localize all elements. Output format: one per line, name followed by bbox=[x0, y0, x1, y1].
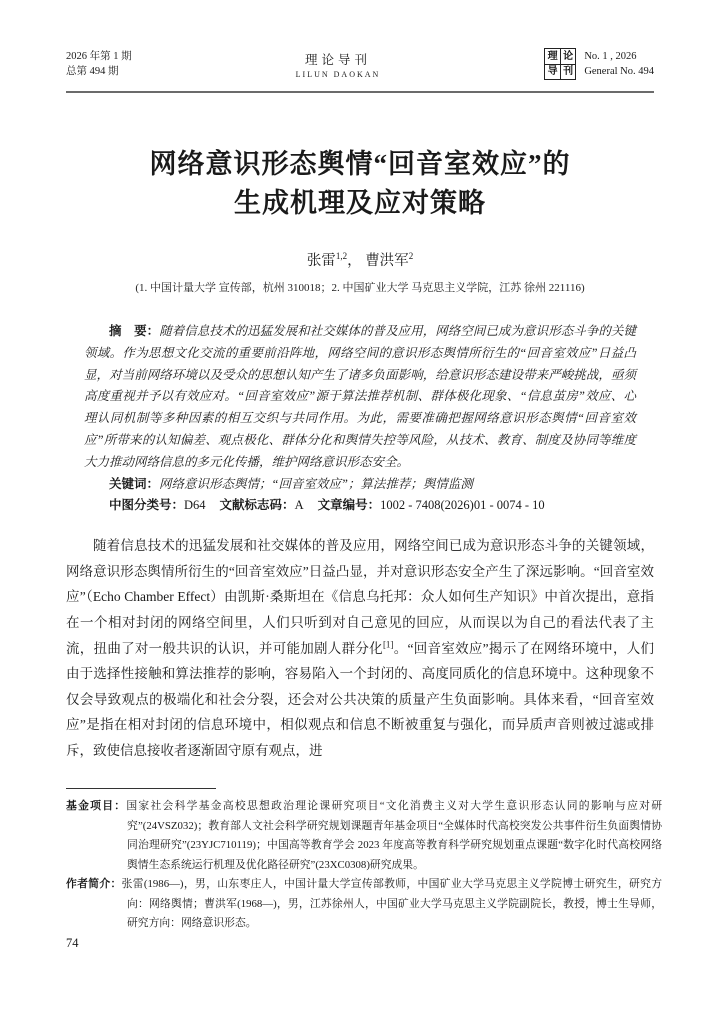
clc-label: 中图分类号： bbox=[109, 498, 185, 513]
doc-code-value: A bbox=[294, 498, 304, 513]
issue-en-line2: General No. 494 bbox=[584, 66, 654, 77]
journal-name-cn: 理论导刊 bbox=[304, 52, 371, 67]
issue-info-cn bbox=[66, 49, 132, 79]
author-2-affil-sup: 2 bbox=[408, 251, 414, 262]
author-1-name: 张雷 bbox=[306, 253, 336, 269]
article-id-label: 文章编号： bbox=[317, 498, 381, 513]
clc-value: D64 bbox=[184, 498, 206, 513]
article-id-value: 1002 - 7408(2026)01 - 0074 - 10 bbox=[380, 498, 545, 513]
abstract-block bbox=[84, 321, 636, 517]
abstract-text: 随着信息技术的迅猛发展和社交媒体的普及应用，网络空间已成为意识形态斗争的关键领域。作为思想文化交流的重要前沿阵地，网络空间的意识形态舆情所衍生的“回音室效应”日益凸显，对当前网络环境以及受众的思想认知产生了诸多负面影响，给意识形态建设带来严峻挑战，亟须高度重视并予以有效应对。“回音室效应”源于算法推荐机制、群体极化现象、“信息茧房”效应、心理认同机制等多种因素的相互交织与共同作用。为此，需要准确把握网络意识形态舆情“回音室效应”所带来的认知偏差、观点极化、群体分化和舆情失控等风险，从技术、教育、制度及协同等维度大力推动网络信息的多元化传播，维护网络意识形态安全。 bbox=[84, 324, 636, 469]
seal-char-2: 论 bbox=[561, 49, 576, 64]
issue-cn-line2: 总第 494 期 bbox=[66, 66, 119, 77]
body-paragraph-1 bbox=[66, 533, 654, 763]
author-separator: ， bbox=[347, 253, 366, 269]
author-1-affil-sup: 1,2 bbox=[335, 251, 348, 262]
journal-name bbox=[296, 50, 381, 79]
footnote-divider bbox=[66, 788, 216, 789]
fund-project-note bbox=[66, 797, 662, 875]
header-divider bbox=[66, 91, 654, 93]
article-body bbox=[66, 533, 654, 763]
journal-header bbox=[66, 0, 654, 80]
keywords-text: 网络意识形态舆情；“回音室效应”；算法推荐；舆情监测 bbox=[159, 476, 473, 491]
article-title bbox=[66, 145, 654, 223]
issue-en-line1: No. 1 , 2026 bbox=[584, 51, 637, 62]
abstract-label: 摘 要： bbox=[109, 324, 160, 338]
doc-code-label: 文献标志码： bbox=[219, 498, 295, 513]
abstract-paragraph bbox=[84, 321, 636, 474]
keywords-line bbox=[84, 474, 636, 496]
journal-seal-logo bbox=[544, 48, 576, 80]
author-bio-note bbox=[66, 875, 662, 934]
keywords-label: 关键词： bbox=[109, 476, 160, 491]
article-title-line1: 网络意识形态舆情“回音室效应”的 bbox=[149, 149, 571, 179]
body-paragraph-1-text-b: 。“回音室效应”揭示了在网络环境中，人们由于选择性接触和算法推荐的影响，容易陷入一个封闭的、高度同质化的信息环境中。这种现象不仅会导致观点的极端化和社会分裂，还会对公共决策的质量产生负面影响。具体来看，“回音室效应”是指在相对封闭的信息环境中，相似观点和信息不断被重复与强化，而异质声音则被过滤或排斥，致使信息接收者逐渐固守原有观点，进 bbox=[66, 640, 655, 758]
article-title-line2: 生成机理及应对策略 bbox=[234, 188, 486, 218]
author-bio-label: 作者简介： bbox=[66, 878, 122, 890]
journal-name-en: LILUN DAOKAN bbox=[295, 69, 381, 79]
issue-info-en bbox=[584, 49, 654, 79]
footnotes-section bbox=[66, 788, 662, 934]
issue-cn-line1: 2026 年第 1 期 bbox=[66, 51, 132, 62]
body-paragraph-1-text-a: 随着信息技术的迅猛发展和社交媒体的普及应用，网络空间已成为意识形态斗争的关键领域，网络意识形态舆情所衍生的“回音室效应”日益凸显，并对意识形态安全产生了深远影响。“回音室效应”（Echo Chamber Effect）由凯斯·桑斯坦在《信息乌托邦：众人如何生产知识》中首次提出，意指在一个相对封闭的网络空间里，人们只听到对自己意见的回应，从而误以为自己的看法代表了主流，扭曲了对一般共识的认识，并可能加剧人群分化 bbox=[66, 538, 654, 656]
seal-char-1: 理 bbox=[545, 49, 560, 64]
affiliation-line: (1. 中国计量大学 宣传部，杭州 310018；2. 中国矿业大学 马克思主义学院，江苏 徐州 221116) bbox=[135, 282, 585, 294]
author-2-name: 曹洪军 bbox=[365, 253, 409, 269]
authors-line bbox=[66, 249, 654, 270]
classification-line bbox=[84, 495, 636, 517]
citation-marker-1: [1] bbox=[382, 639, 394, 650]
fund-project-label: 基金项目： bbox=[66, 800, 127, 812]
page-number: 74 bbox=[66, 936, 79, 950]
fund-project-text: 国家社会科学基金高校思想政治理论课研究项目“文化消费主义对大学生意识形态认同的影响与应对研究”(24VSZ032)；教育部人文社会科学研究规划课题青年基金项目“全媒体时代高校突发公共事件衍生负面舆情协同治理研究”(23YJC710119)；中国高等教育学会 2023 年度高等教育科学研究规划重点课题“数字化时代高校网络舆情生态系统运行机理及优化路径研究”(23XC0308)研究成果。 bbox=[126, 800, 662, 871]
seal-char-3: 导 bbox=[545, 65, 560, 80]
author-bio-text: 张雷(1986—)，男，山东枣庄人，中国计量大学宣传部教师，中国矿业大学马克思主义学院博士研究生，研究方向：网络舆情；曹洪军(1968—)，男，江苏徐州人，中国矿业大学马克思主义学院副院长，教授，博士生导师，研究方向：网络意识形态。 bbox=[121, 878, 663, 929]
seal-char-4: 刊 bbox=[561, 65, 576, 80]
issue-info-en-block bbox=[544, 48, 654, 80]
